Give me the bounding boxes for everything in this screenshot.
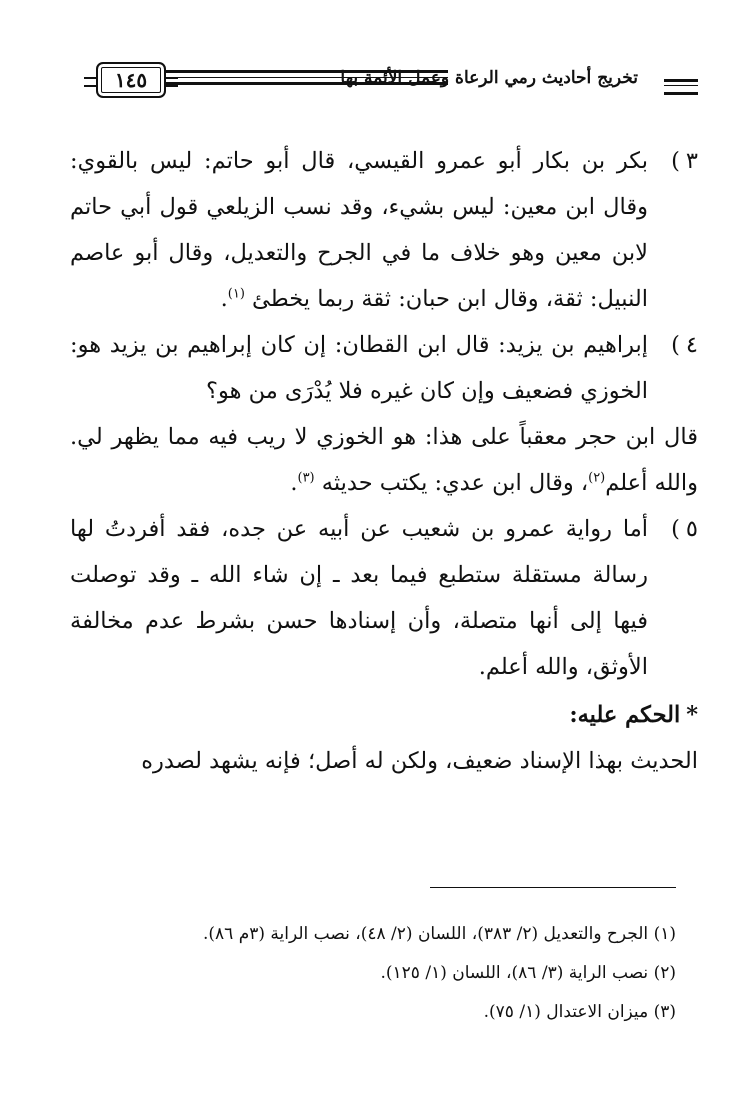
list-item-4 bbox=[70, 322, 698, 414]
footnote-item: (٢) نصب الراية (٣/ ٨٦)، اللسان (١/ ١٢٥). bbox=[380, 963, 676, 983]
commentary-paragraph: قال ابن حجر معقباً على هذا: هو الخوزي لا ريب فيه مما يظهر لي. والله أعلم$^{(٢)}$، وقال ابن عدي: يكتب حديثه $^{(٣)}$. bbox=[70, 424, 698, 496]
ruling-paragraph: الحديث بهذا الإسناد ضعيف، ولكن له أصل؛ فإنه يشهد لصدره bbox=[141, 748, 698, 774]
item-text: أما رواية عمرو بن شعيب عن أبيه عن جده، فقد أفردتُ لها رسالة مستقلة ستطبع فيما بعد ـ إن شاء الله ـ وقد توصلت فيها إلى أنها متصلة، وأن إسنادها حسن بشرط عدم مخالفة الأوثق، والله أعلم. bbox=[70, 516, 648, 680]
page-number: ١٤٥ bbox=[96, 62, 166, 98]
footnote-item: (١) الجرح والتعديل (٢/ ٣٨٣)، اللسان (٢/ ٤٨)، نصب الراية (٣م ٨٦). bbox=[202, 924, 676, 944]
footnote-ref: (٢) bbox=[588, 470, 606, 486]
item-number: ٤) bbox=[671, 332, 698, 358]
list-item-3: ٣) بكر بن بكار أبو عمرو القيسي، قال أبو حاتم: ليس بالقوي: وقال ابن معين: ليس بشيء، وقد نسب الزيلعي قول أبي حاتم لابن معين وهو خلاف ما في الجرح والتعديل، وقال أبو عاصم النبيل: ثقة، وقال ابن حبان: ثقة ربما يخطئ $^{(١)}$. bbox=[70, 138, 698, 322]
item-text: بكر بن بكار أبو عمرو القيسي، قال أبو حاتم: ليس بالقوي: وقال ابن معين: ليس بشيء، وقد نسب الزيلعي قول أبي حاتم لابن معين وهو خلاف ما في الجرح والتعديل، وقال أبو عاصم النبيل: ثقة، وقال ابن حبان: ثقة ربما يخطئ bbox=[70, 148, 648, 312]
header-rule bbox=[158, 70, 448, 92]
list-item-5 bbox=[70, 506, 698, 690]
asterisk-icon: * bbox=[686, 702, 698, 728]
page-header bbox=[78, 62, 698, 102]
item-text: إبراهيم بن يزيد: قال ابن القطان: إن كان إبراهيم بن يزيد هو: الخوزي فضعيف وإن كان غيره فلا يُدْرَى من هو؟ bbox=[70, 332, 648, 404]
item-number: ٣) bbox=[671, 148, 698, 174]
footnote-ref: (١) bbox=[227, 286, 245, 302]
footnote-ref: (٣) bbox=[297, 470, 315, 486]
item-number: ٥) bbox=[671, 516, 698, 542]
footnote-divider bbox=[430, 887, 676, 888]
footnotes bbox=[70, 915, 676, 1032]
running-title: تخريج أحاديث رمي الرعاة وعمل الأئمة بها bbox=[340, 68, 638, 88]
main-text bbox=[70, 138, 698, 784]
section-heading: *الحكم عليه: bbox=[569, 702, 698, 728]
footnote-item: (٣) ميزان الاعتدال (١/ ٧٥). bbox=[483, 1002, 676, 1022]
header-ornament-right bbox=[664, 79, 698, 95]
